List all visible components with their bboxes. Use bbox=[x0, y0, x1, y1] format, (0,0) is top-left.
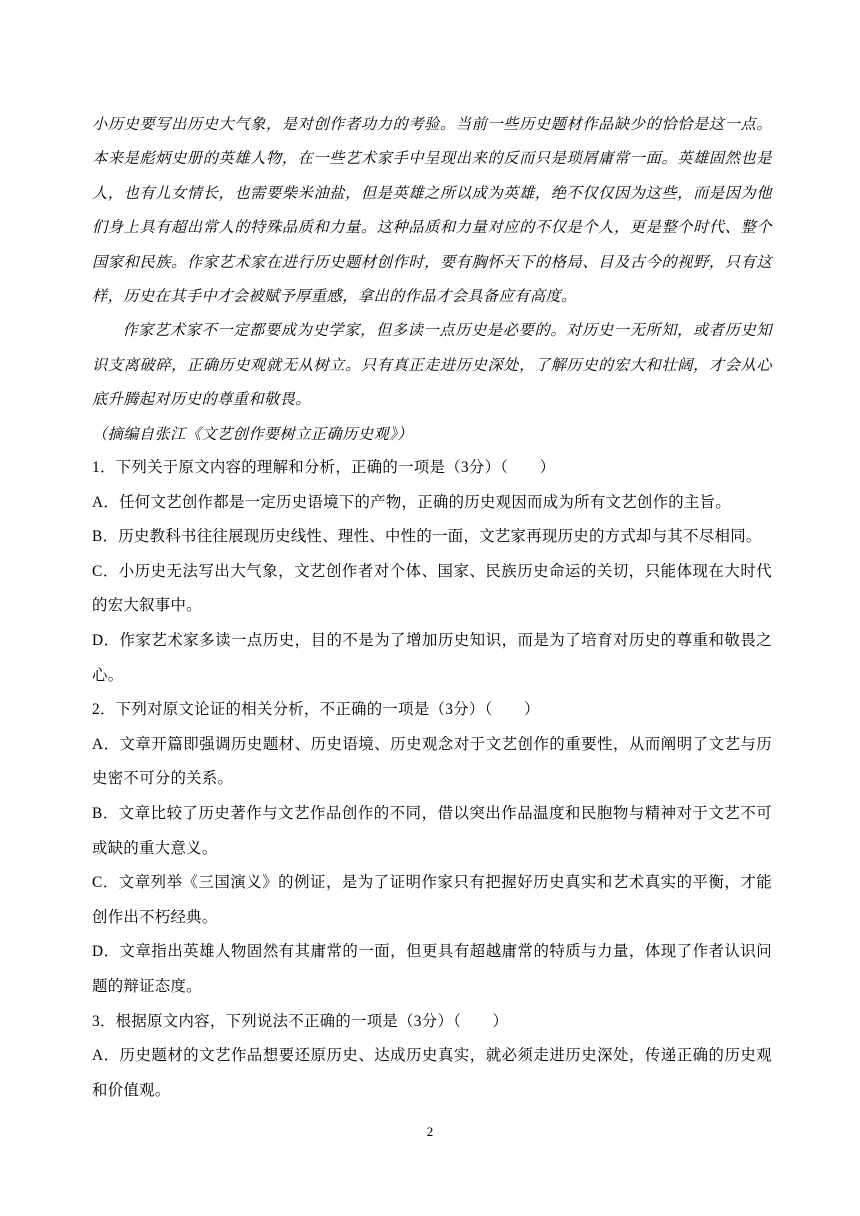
question-2 bbox=[92, 693, 772, 1004]
passage-paragraph-2: 作家艺术家不一定都要成为史学家，但多读一点历史是必要的。对历史一无所知，或者历史知识支离破碎，正确历史观就无从树立。只有真正走进历史深处，了解历史的宏大和壮阔，才会从心底升腾起对历史的尊重和敬畏。 bbox=[92, 321, 772, 409]
question-1 bbox=[92, 451, 772, 693]
reading-passage bbox=[92, 107, 772, 451]
question-stem: 2．下列对原文论证的相关分析，不正确的一项是（3分）（ ） bbox=[92, 701, 540, 719]
question-option-a: A．文章开篇即强调历史题材、历史语境、历史观念对于文艺创作的重要性，从而阐明了文艺与历史密不可分的关系。 bbox=[92, 735, 772, 788]
question-option-b: B．文章比较了历史著作与文艺作品创作的不同，借以突出作品温度和民胞物与精神对于文艺不可或缺的重大意义。 bbox=[92, 805, 772, 857]
question-option-d: D．作家艺术家多读一点历史，目的不是为了增加历史知识，而是为了培育对历史的尊重和敬畏之心。 bbox=[92, 632, 772, 684]
question-option-a: A．任何文艺创作都是一定历史语境下的产物，正确的历史观因而成为所有文艺创作的主旨。 bbox=[92, 493, 732, 511]
question-list bbox=[92, 451, 772, 1108]
question-option-b: B．历史教科书往往展现历史线性、理性、中性的一面，文艺家再现历史的方式却与其不尽相同。 bbox=[92, 528, 762, 546]
question-option-c: C．文章列举《三国演义》的例证，是为了证明作家只有把握好历史真实和艺术真实的平衡，才能创作出不朽经典。 bbox=[92, 874, 772, 926]
question-option-a: A．历史题材的文艺作品想要还原历史、达成历史真实，就必须走进历史深处，传递正确的历史观和价值观。 bbox=[92, 1047, 772, 1099]
passage-source: （摘编自张江《文艺创作要树立正确历史观》） bbox=[92, 424, 413, 443]
question-3 bbox=[92, 1005, 772, 1109]
question-option-d: D．文章指出英雄人物固然有其庸常的一面，但更具有超越庸常的特质与力量，体现了作者认识问题的辩证态度。 bbox=[92, 943, 772, 995]
question-stem: 1．下列关于原文内容的理解和分析，正确的一项是（3分）（ ） bbox=[92, 459, 556, 477]
page-number: 2 bbox=[426, 1124, 434, 1139]
question-option-c: C．小历史无法写出大气象，文艺创作者对个体、国家、民族历史命运的关切，只能体现在大时代的宏大叙事中。 bbox=[92, 562, 772, 615]
passage-paragraph-1: 小历史要写出历史大气象，是对创作者功力的考验。当前一些历史题材作品缺少的恰恰是这一点。本来是彪炳史册的英雄人物，在一些艺术家手中呈现出来的反而只是琐屑庸常一面。英雄固然也是人，也有儿女情长，也需要柴米油盐，但是英雄之所以成为英雄，绝不仅仅因为这些，而是因为他们身上具有超出常人的特殊品质和力量。这种品质和力量对应的不仅是个人，更是整个时代、整个国家和民族。作家艺术家在进行历史题材创作时，要有胸怀天下的格局、目及古今的视野，只有这样，历史在其手中才会被赋予厚重感，拿出的作品才会具备应有高度。 bbox=[92, 115, 772, 306]
question-stem: 3．根据原文内容，下列说法不正确的一项是（3分）（ ） bbox=[92, 1012, 509, 1030]
document-page bbox=[92, 107, 772, 1108]
